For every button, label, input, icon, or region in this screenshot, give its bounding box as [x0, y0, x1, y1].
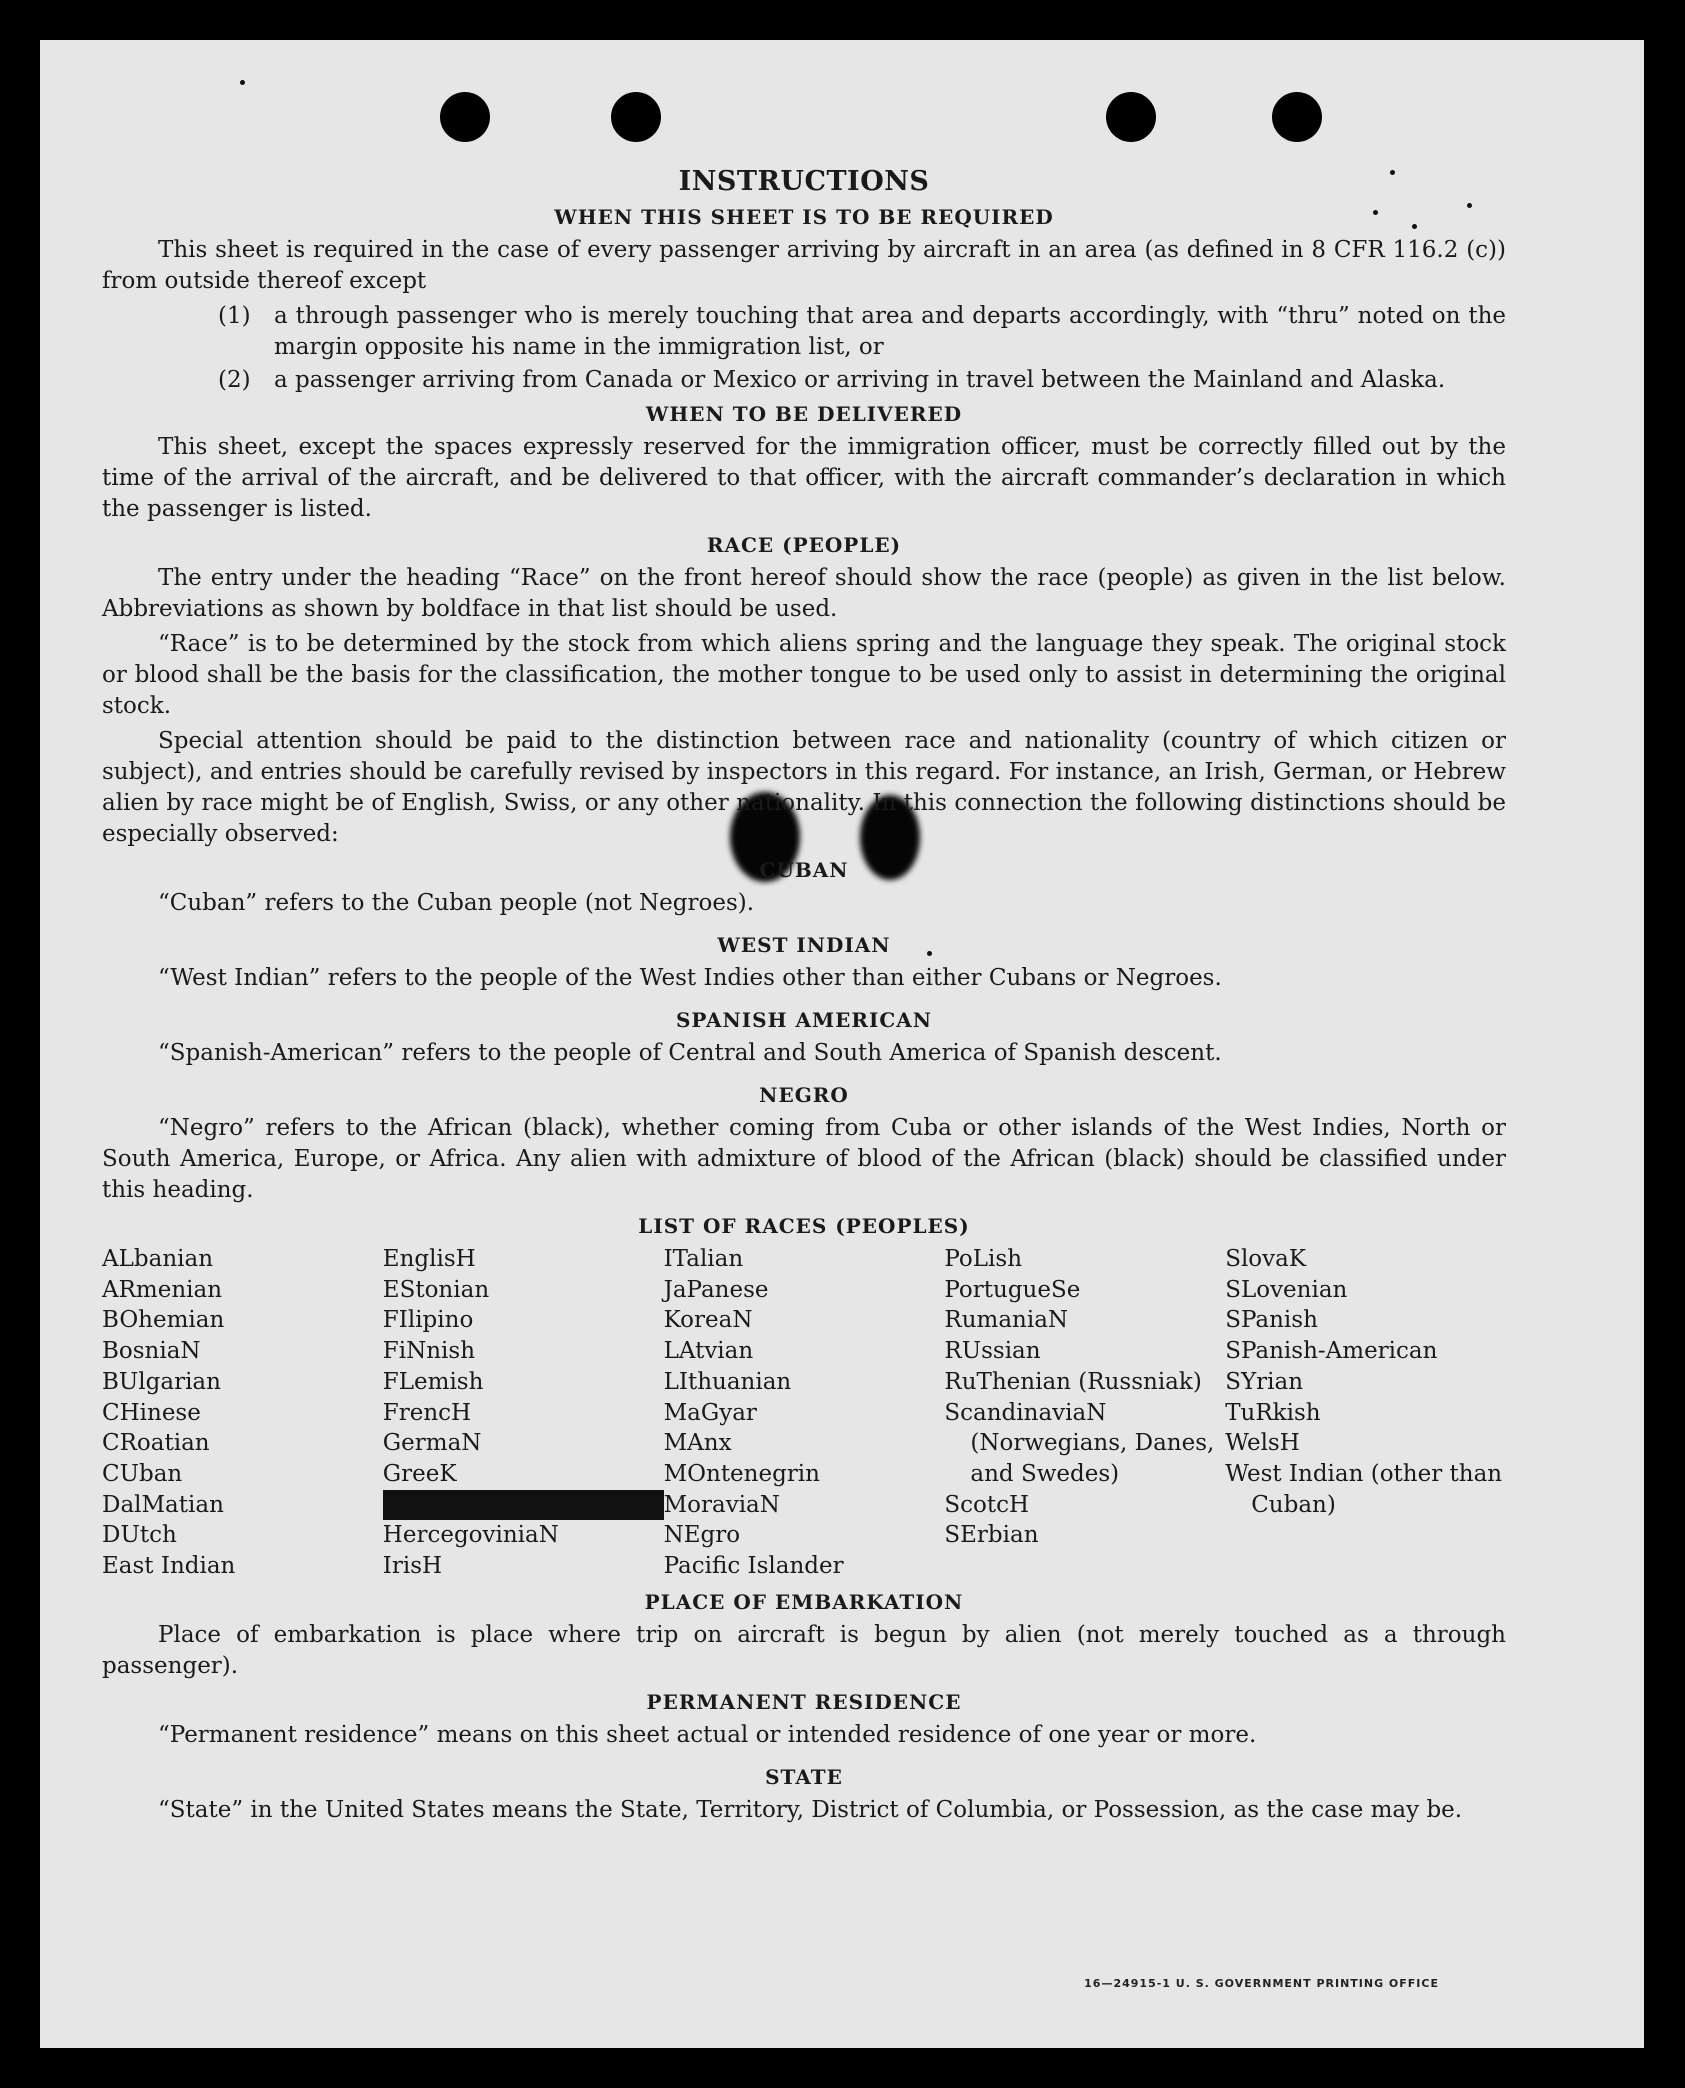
item-text: a passenger arriving from Canada or Mexico or arriving in travel between the Mainland and Alaska. — [274, 367, 1446, 393]
race-item: SErbian — [944, 1522, 1039, 1549]
item-number: (1) — [218, 303, 251, 329]
race-item: MAnx — [663, 1430, 732, 1457]
paragraph: “Race” is to be determined by the stock from which aliens spring and the language they speak. The original stock or blood shall be the basis for the classification, the mother tongue to be used only to assist in determining the original stock. — [102, 631, 1506, 719]
race-item: ITalian — [663, 1246, 744, 1272]
section-heading: NEGRO — [759, 1083, 849, 1107]
race-item: East Indian — [102, 1553, 236, 1580]
race-item: PortugueSe — [944, 1276, 1081, 1303]
paragraph: This sheet, except the spaces expressly reserved for the immigration officer, must be correctly filled out by the time of the arrival of the aircraft, and be delivered to that officer, with the aircraft commander’s declaration in which the passenger is listed. — [102, 434, 1506, 522]
paragraph: Special attention should be paid to the distinction between race and nationality (country of which citizen or subject), and entries should be carefully revised by inspectors in this regard. For instance, an Irish, German, or Hebrew alien by race might be of English, Swiss, or any other nationality. In this connection the following distinctions should be especially observed: — [102, 728, 1506, 847]
paragraph: “Permanent residence” means on this sheet actual or intended residence of one year or more. — [158, 1721, 1257, 1748]
section-heading: WHEN THIS SHEET IS TO BE REQUIRED — [554, 205, 1054, 229]
race-item: PoLish — [944, 1246, 1023, 1272]
section-heading: WHEN TO BE DELIVERED — [645, 402, 963, 426]
race-item: MaGyar — [663, 1399, 757, 1426]
section-heading: STATE — [765, 1764, 843, 1789]
race-item: LIthuanian — [663, 1368, 792, 1395]
item-number: (2) — [218, 367, 251, 393]
race-item: SLovenian — [1225, 1276, 1348, 1303]
section-heading: PLACE OF EMBARKATION — [644, 1589, 964, 1614]
race-column — [383, 1244, 664, 1582]
race-item: JaPanese — [663, 1276, 769, 1303]
race-column — [944, 1244, 1225, 1582]
race-item: EStonian — [382, 1276, 490, 1303]
paragraph: This sheet is required in the case of every passenger arriving by aircraft in an area (as defined in 8 CFR 116.2 (c)) from outside thereof except — [102, 237, 1506, 294]
race-item: GermaN — [382, 1430, 482, 1457]
race-item: GreeK — [382, 1460, 457, 1487]
section-heading: CUBAN — [759, 858, 849, 882]
race-item: DalMatian — [102, 1491, 224, 1518]
race-item: RUssian — [944, 1338, 1041, 1365]
printing-office-footer: 16—24915-1 U. S. GOVERNMENT PRINTING OFFICE — [1084, 1977, 1439, 1990]
paragraph: “West Indian” refers to the people of the West Indies other than either Cubans or Negroes. — [158, 965, 1222, 991]
race-item — [383, 1490, 664, 1521]
race-item: KoreaN — [663, 1307, 753, 1334]
race-item: SPanish-American — [1225, 1338, 1438, 1365]
race-item: FrencH — [382, 1399, 472, 1426]
section-heading: WEST INDIAN — [717, 933, 891, 957]
race-item: IrisH — [382, 1553, 443, 1580]
race-item: BosniaN — [102, 1338, 201, 1365]
list-item — [102, 301, 1506, 363]
race-item: NEgro — [663, 1522, 741, 1549]
paragraph: “Cuban” refers to the Cuban people (not Negroes). — [158, 890, 755, 916]
race-item: RumaniaN — [944, 1307, 1069, 1334]
section-heading: SPANISH AMERICAN — [675, 1008, 933, 1032]
item-text: a through passenger who is merely touching that area and departs accordingly, with “thru” noted on the margin opposite his name in the immigration list, or — [274, 303, 1506, 360]
section-heading: PERMANENT RESIDENCE — [646, 1689, 962, 1714]
race-item: ARmenian — [102, 1276, 223, 1303]
punch-hole — [1106, 92, 1156, 142]
race-item: CHinese — [102, 1399, 201, 1426]
punch-hole — [440, 92, 490, 142]
section-heading: RACE (PEOPLE) — [706, 533, 902, 557]
document-sheet — [40, 40, 1644, 2048]
race-item: CRoatian — [102, 1430, 210, 1457]
race-item: RuThenian (Russniak) — [944, 1368, 1202, 1395]
race-item: BOhemian — [102, 1307, 225, 1334]
race-item: FIlipino — [382, 1307, 474, 1334]
race-item: BUlgarian — [102, 1368, 221, 1395]
race-item: SlovaK — [1225, 1246, 1307, 1272]
race-item: Pacific Islander — [663, 1553, 844, 1580]
race-column — [664, 1244, 945, 1582]
race-item: SPanish — [1225, 1307, 1318, 1334]
race-item: MOntenegrin — [663, 1460, 820, 1487]
race-item: DUtch — [102, 1522, 177, 1549]
race-item: FLemish — [382, 1368, 484, 1395]
race-item: LAtvian — [663, 1338, 754, 1365]
race-item: WelsH — [1225, 1430, 1300, 1457]
race-item: ScandinaviaN (Norwegians, Danes, and Swedes) — [944, 1399, 1215, 1487]
race-item: SYrian — [1225, 1368, 1304, 1395]
paragraph: Place of embarkation is place where trip on aircraft is begun by alien (not merely touched as a through passenger). — [102, 1621, 1506, 1679]
race-item: EnglisH — [382, 1246, 476, 1272]
race-item: FiNnish — [382, 1338, 476, 1365]
punch-hole — [1272, 92, 1322, 142]
race-item: TuRkish — [1225, 1399, 1321, 1426]
race-list — [102, 1244, 1506, 1582]
race-column — [102, 1244, 383, 1582]
paragraph: “Negro” refers to the African (black), whether coming from Cuba or other islands of the West Indies, North or South America, Europe, or Africa. Any alien with admixture of blood of the African (black) should be classified under this heading. — [102, 1115, 1506, 1203]
paragraph: The entry under the heading “Race” on the front hereof should show the race (people) as given in the list below. Abbreviations as shown by boldface in that list should be used. — [102, 565, 1506, 622]
paragraph: “State” in the United States means the State, Territory, District of Columbia, or Possession, as the case may be. — [158, 1796, 1463, 1823]
paragraph: “Spanish-American” refers to the people of Central and South America of Spanish descent. — [158, 1040, 1222, 1066]
race-item: West Indian (other than Cuban) — [1225, 1460, 1503, 1518]
race-item: ALbanian — [102, 1246, 214, 1272]
race-item: ScotcH — [944, 1491, 1030, 1518]
race-item: MoraviaN — [663, 1491, 780, 1518]
list-item — [102, 365, 1506, 396]
race-column — [1225, 1244, 1506, 1582]
section-heading: LIST OF RACES (PEOPLES) — [638, 1214, 970, 1238]
race-item: HercegoviniaN — [382, 1522, 559, 1549]
page-title: INSTRUCTIONS — [678, 166, 930, 197]
speck — [240, 80, 245, 85]
document-body — [102, 166, 1506, 1830]
race-item: CUban — [102, 1460, 183, 1487]
punch-hole — [611, 92, 661, 142]
